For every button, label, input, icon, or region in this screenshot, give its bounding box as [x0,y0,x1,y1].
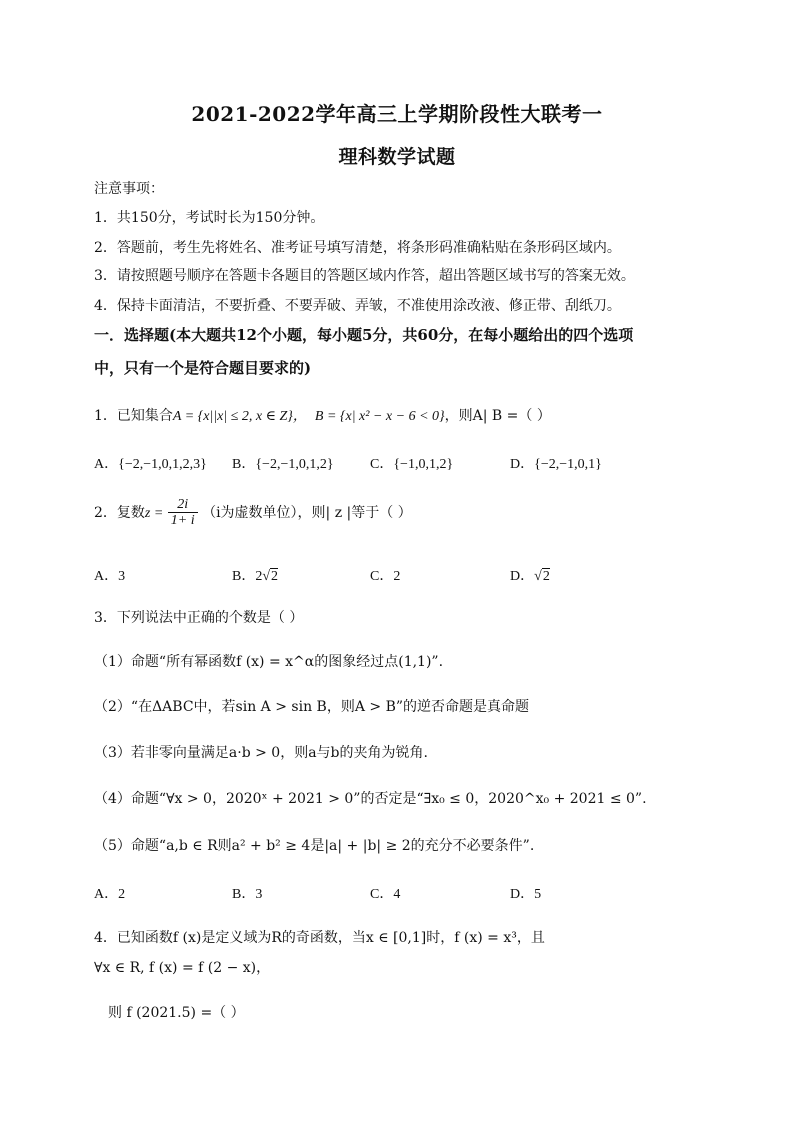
question-4-stem-line2: ∀x ∈ R, f (x) = f (2 − x)， [94,960,271,976]
q2-suffix: （i为虚数单位），则| z |等于（ ） [202,504,412,521]
q3-option-b: B．3 [232,887,263,902]
q2-option-d-radicand: 2 [542,569,550,584]
notice-item: 3．请按照题号顺序在答题卡各题目的答题区域内作答，超出答题区域书写的答案无效。 [94,268,635,284]
q2-option-b-coef: 2 [255,569,263,584]
q3-option-a: A．2 [94,887,126,902]
q3-item: （3）若非零向量满足a·b > 0，则a与b的夹角为锐角. [94,745,428,761]
q2-option-d [510,565,550,585]
q1-ask: ，则A| B =（ ） [444,408,551,424]
q2-prefix: 2．复数 [94,504,145,521]
section-heading-line2: 中，只有一个是符合题目要求的) [94,359,312,377]
notice-heading: 注意事项： [94,181,164,197]
q2-option-c: C．2 [370,569,401,584]
q2-option-b-label: B． [232,569,256,584]
question-2-stem [94,497,412,529]
q3-item: （2）“在ΔABC中，若sin A > sin B，则A > B”的逆否命题是真命题 [94,699,530,715]
q1-set-b: B = {x| x² − x − 6 < 0} [314,409,445,424]
q3-option-c: C．4 [370,887,401,902]
question-1-stem [94,405,551,425]
q3-option-d: D．5 [510,887,542,902]
q2-fraction [168,497,198,529]
q2-z: z = [144,505,164,521]
sqrt-symbol: √ [262,569,271,584]
question-3-stem: 3．下列说法中正确的个数是（ ） [94,610,304,626]
q1-option-a: A．{−2,−1,0,1,2,3} [94,457,207,472]
q2-option-b-radicand: 2 [271,569,279,584]
q1-option-b: B．{−2,−1,0,1,2} [232,457,334,472]
notice-item: 1．共150分，考试时长为150分钟。 [94,210,325,226]
q3-item: （1）命题“所有幂函数f (x) = x^α的图象经过点(1,1)”. [94,654,444,670]
q2-fraction-numerator: 2i [168,497,198,513]
exam-subtitle: 理科数学试题 [338,146,456,168]
q2-option-b [232,565,278,585]
notice-item: 4．保持卡面清洁，不要折叠、不要弄破、弄皱，不准使用涂改液、修正带、刮纸刀。 [94,298,621,314]
exam-title: 2021-2022学年高三上学期阶段性大联考一 [191,102,603,126]
q1-set-a: A = {x||x| ≤ 2, x ∈ Z}， [172,409,307,424]
q2-option-a: A．3 [94,569,126,584]
notice-item: 2．答题前，考生先将姓名、准考证号填写清楚，将条形码准确粘贴在条形码区域内。 [94,240,621,256]
q2-fraction-denominator: 1+ i [170,513,195,529]
q1-option-c: C．{−1,0,1,2} [370,457,454,472]
sqrt-symbol: √ [534,569,542,584]
q2-option-d-label: D． [510,569,535,584]
q1-option-d: D．{−2,−1,0,1} [510,457,602,472]
q3-item: （4）命题“∀x > 0，2020ˣ + 2021 > 0”的否定是“∃x₀ ≤ 0，2020^x₀ + 2021 ≤ 0”. [94,791,647,807]
section-heading-line1: 一．选择题(本大题共12个小题，每小题5分，共60分，在每小题给出的四个选项 [94,326,634,344]
question-4-stem-line3: 则 f (2021.5) =（ ） [108,1005,245,1021]
q1-prefix: 1．已知集合 [94,408,173,424]
question-4-stem-line1: 4．已知函数f (x)是定义域为R的奇函数，当x ∈ [0,1]时，f (x) = x³，且 [94,930,545,946]
q3-item: （5）命题“a,b ∈ R则a² + b² ≥ 4是|a| + |b| ≥ 2的充分不必要条件”. [94,838,535,854]
